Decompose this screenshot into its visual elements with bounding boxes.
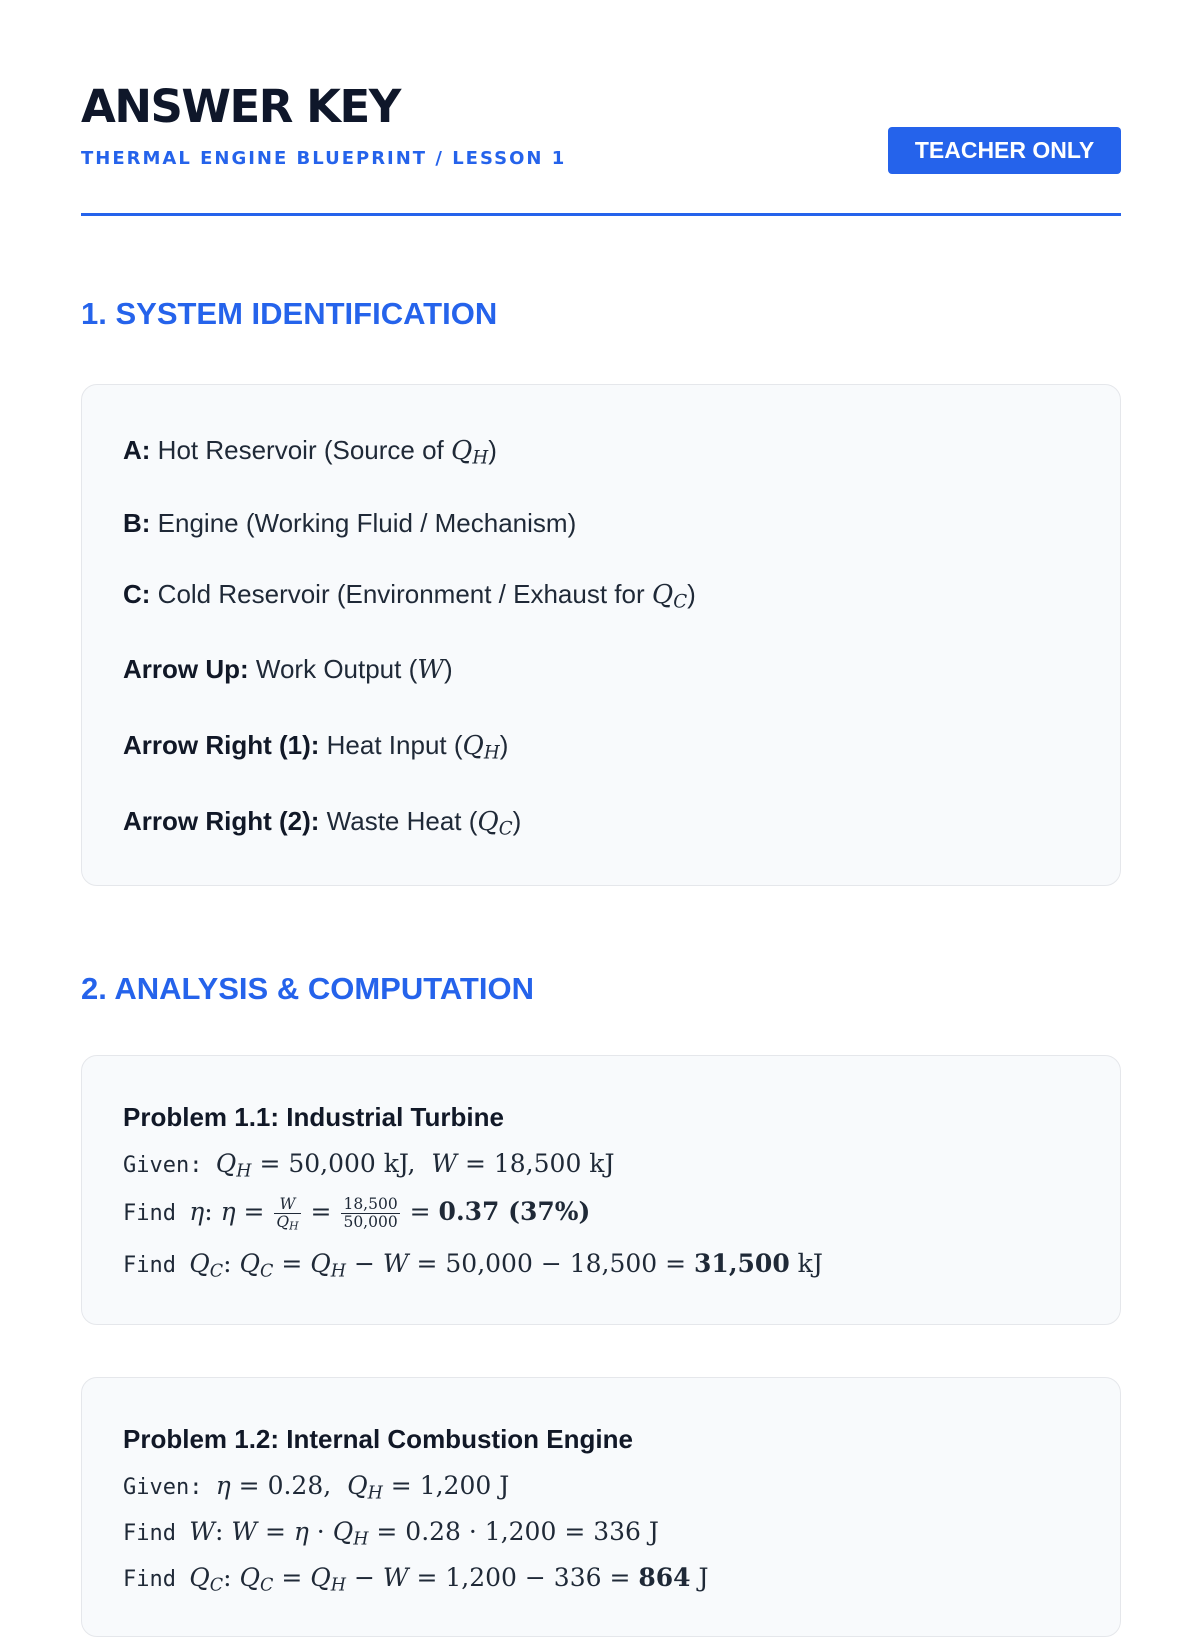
page-subtitle: THERMAL ENGINE BLUEPRINT / LESSON 1: [81, 148, 567, 169]
page-title: ANSWER KEY: [81, 80, 400, 133]
system-identification-card: [81, 384, 1121, 886]
qc-unit: J: [698, 1563, 709, 1592]
given-w-value: 18,500 kJ: [493, 1149, 615, 1178]
identification-tail: ): [687, 579, 696, 609]
math-symbol: Q: [451, 436, 473, 466]
efficiency-result: 0.37 (37%): [438, 1197, 591, 1227]
given-label: Given:: [123, 1475, 203, 1500]
identification-key: C:: [123, 579, 151, 609]
problem-title: Problem 1.1: Industrial Turbine: [123, 1102, 504, 1132]
identification-text: Heat Input (: [326, 730, 463, 760]
math-subscript: H: [483, 742, 500, 764]
identification-text: Hot Reservoir (Source of: [157, 435, 451, 465]
ratio-fraction: $\frac{W}{Q_H}$: [276, 1195, 299, 1233]
identification-key: Arrow Up:: [123, 654, 249, 684]
find-efficiency-row: [123, 1196, 590, 1231]
identification-item-a: [123, 435, 497, 469]
given-qh-value: 1,200 J: [419, 1471, 510, 1500]
qc-expression: 1,200 − 336 =: [445, 1563, 631, 1592]
find-label: Find: [123, 1567, 176, 1592]
math-subscript: H: [472, 447, 489, 469]
find-qc-row: [123, 1249, 823, 1282]
identification-tail: ): [499, 730, 509, 760]
efficiency-equation: η: η = $\frac{W}{Q_H}$ = $\frac{18,500}{50,000}$ = 0.37 (37%): [189, 1195, 591, 1233]
find-qc-row: [123, 1563, 709, 1596]
math-symbol: Q: [462, 731, 484, 761]
given-row: [123, 1471, 510, 1504]
teacher-only-badge: TEACHER ONLY: [888, 127, 1121, 174]
find-label: Find: [123, 1253, 176, 1278]
identification-text: Cold Reservoir (Environment / Exhaust for: [157, 579, 652, 609]
value-fraction: $\frac{18,500}{50,000}$: [343, 1195, 398, 1232]
identification-key: B:: [123, 508, 151, 538]
identification-key: A:: [123, 435, 151, 465]
section-title-system-identification: 1. SYSTEM IDENTIFICATION: [81, 296, 498, 331]
identification-tail: ): [488, 435, 497, 465]
qc-equation: $Q_C$: $Q_C = Q_H - W = 50,000 - 18,500 = 31,500$ kJ: [189, 1249, 823, 1282]
given-eta-value: 0.28: [267, 1471, 324, 1500]
identification-item-arrow-up: [123, 656, 453, 683]
identification-text: Engine (Working Fluid / Mechanism): [157, 508, 577, 538]
identification-text: Waste Heat (: [326, 806, 478, 836]
math-symbol: Q: [651, 580, 674, 610]
given-equation: $Q_H = 50,000$ kJ, W = 18,500 kJ: [215, 1149, 615, 1182]
header: [81, 0, 1121, 216]
given-label: Given:: [123, 1153, 203, 1178]
problem-title: Problem 1.2: Internal Combustion Engine: [123, 1424, 633, 1454]
qc-expression: 50,000 − 18,500 =: [445, 1249, 687, 1278]
identification-text: Work Output (: [255, 654, 418, 684]
qc-result: 31,500: [694, 1249, 790, 1278]
math-symbol: Q: [477, 807, 499, 837]
qc-result: 864: [638, 1563, 691, 1592]
qc-equation: $Q_C$: $Q_C = Q_H - W = 1,200 - 336 = 864$ J: [189, 1563, 709, 1596]
identification-item-arrow-right-2: [123, 806, 522, 840]
section-title-analysis-computation: 2. ANALYSIS & COMPUTATION: [81, 971, 534, 1006]
identification-item-arrow-right-1: [123, 730, 509, 764]
find-label: Find: [123, 1201, 176, 1227]
qc-unit: kJ: [797, 1249, 823, 1278]
identification-key: Arrow Right (1):: [123, 730, 320, 760]
identification-tail: ): [444, 654, 453, 684]
given-equation: η = 0.28, $Q_H = 1,200$ J: [215, 1471, 510, 1504]
work-expression: 0.28 · 1,200 = 336 J: [405, 1517, 659, 1546]
identification-item-c: [123, 579, 696, 613]
identification-tail: ): [512, 806, 522, 836]
find-label: Find: [123, 1521, 176, 1546]
find-work-row: [123, 1517, 659, 1550]
problem-1-2-card: [81, 1377, 1121, 1637]
identification-key: Arrow Right (2):: [123, 806, 320, 836]
identification-item-b: [123, 510, 576, 536]
math-subscript: C: [673, 591, 688, 613]
math-subscript: C: [498, 818, 513, 840]
given-qh-value: 50,000 kJ: [288, 1149, 408, 1178]
problem-1-1-card: [81, 1055, 1121, 1325]
given-row: [123, 1149, 615, 1182]
math-symbol: W: [417, 655, 444, 685]
work-equation: W: $W = \eta \cdot Q_H = 0.28 \cdot 1,200 = 336$ J: [189, 1517, 659, 1550]
